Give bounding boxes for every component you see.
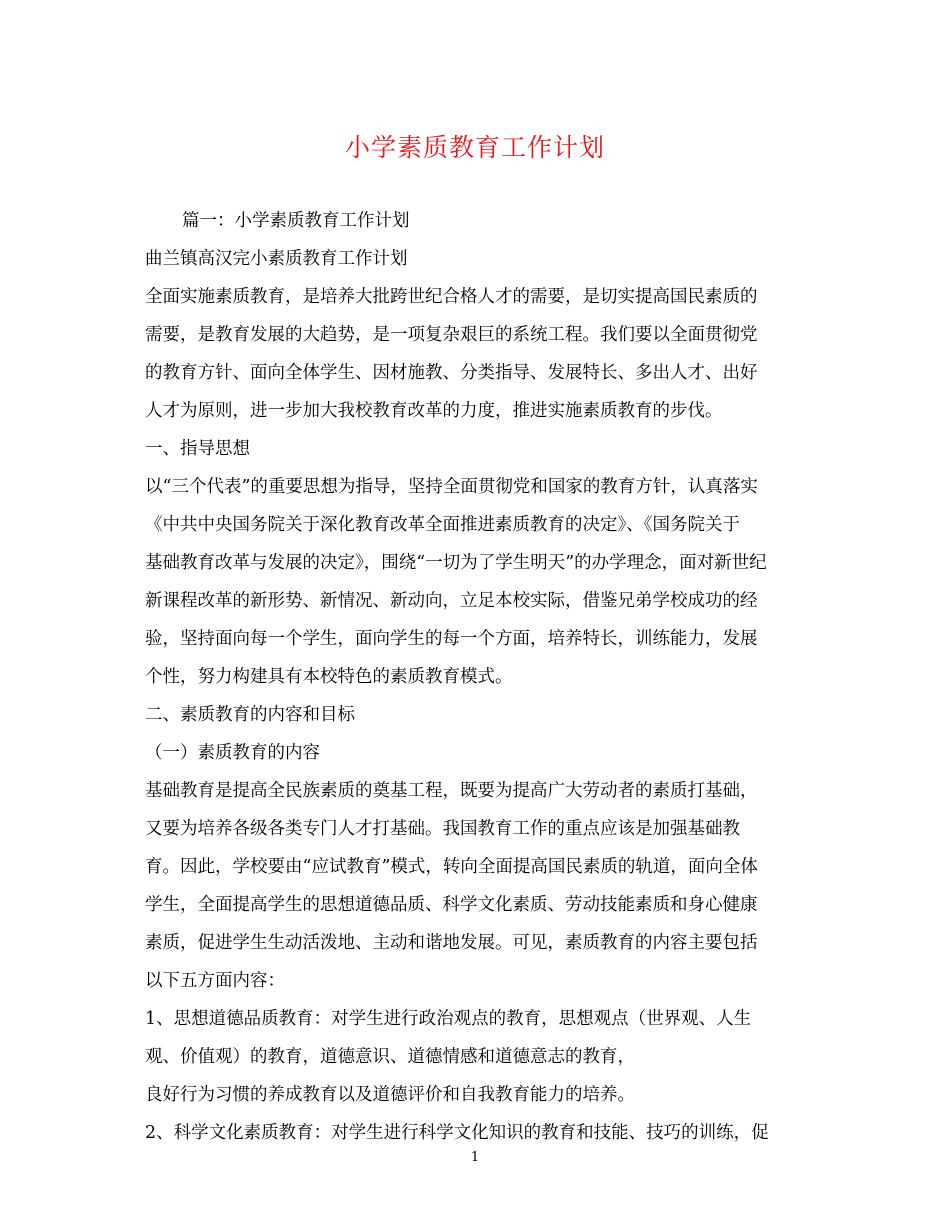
heading-content-and-goals: 二、素质教育的内容和目标 bbox=[145, 705, 355, 725]
document-title: 小学素质教育工作计划 bbox=[344, 133, 605, 162]
paragraph-line: 基础教育改革与发展的决定》，围绕“一切为了学生明天”的办学理念，面对新世纪 bbox=[145, 553, 767, 573]
list-item-moral-education: 1、思想道德品质教育：对学生进行政治观点的教育，思想观点（世界观、人生 bbox=[145, 1009, 752, 1029]
paragraph-line: 个性，努力构建具有本校特色的素质教育模式。 bbox=[145, 667, 513, 687]
heading-guiding-ideology: 一、指导思想 bbox=[145, 439, 250, 459]
paragraph-line: 验，坚持面向每一个学生，面向学生的每一个方面，培养特长，训练能力，发展 bbox=[145, 629, 758, 649]
document-body bbox=[145, 202, 815, 1152]
paragraph-line: 良好行为习惯的养成教育以及道德评价和自我教育能力的培养。 bbox=[145, 1085, 635, 1105]
paragraph-line: 《中共中央国务院关于深化教育改革全面推进素质教育的决定》、《国务院关于 bbox=[145, 515, 740, 535]
paragraph-line: 素质，促进学生生动活泼地、主动和谐地发展。可见，素质教育的内容主要包括 bbox=[145, 933, 758, 953]
paragraph-line: 需要，是教育发展的大趋势，是一项复杂艰巨的系统工程。我们要以全面贯彻党 bbox=[145, 325, 758, 345]
paragraph-line-subtitle: 曲兰镇高汉完小素质教育工作计划 bbox=[145, 249, 408, 269]
paragraph-line: 育。因此，学校要由“应试教育”模式，转向全面提高国民素质的轨道，面向全体 bbox=[145, 857, 758, 877]
paragraph-line: 以下五方面内容： bbox=[145, 971, 285, 991]
paragraph-line: 观、价值观）的教育，道德意识、道德情感和道德意志的教育， bbox=[145, 1047, 635, 1067]
paragraph-line-section-heading: 篇一：小学素质教育工作计划 bbox=[182, 211, 410, 231]
heading-content: （一）素质教育的内容 bbox=[145, 743, 320, 763]
paragraph-line: 以“三个代表”的重要思想为指导，坚持全面贯彻党和国家的教育方针，认真落实 bbox=[145, 477, 758, 497]
list-item-science-culture-education: 2、科学文化素质教育：对学生进行科学文化知识的教育和技能、技巧的训练，促 bbox=[145, 1123, 769, 1143]
paragraph-line: 全面实施素质教育，是培养大批跨世纪合格人才的需要，是切实提高国民素质的 bbox=[145, 287, 758, 307]
paragraph-line: 又要为培养各级各类专门人才打基础。我国教育工作的重点应该是加强基础教 bbox=[145, 819, 740, 839]
paragraph-line: 学生，全面提高学生的思想道德品质、科学文化素质、劳动技能素质和身心健康 bbox=[145, 895, 758, 915]
paragraph-line: 新课程改革的新形势、新情况、新动向，立足本校实际，借鉴兄弟学校成功的经 bbox=[145, 591, 758, 611]
page-number: 1 bbox=[470, 1150, 480, 1165]
paragraph-line: 的教育方针、面向全体学生、因材施教、分类指导、发展特长、多出人才、出好 bbox=[145, 363, 758, 383]
paragraph-line: 基础教育是提高全民族素质的奠基工程，既要为提高广大劳动者的素质打基础， bbox=[145, 781, 758, 801]
paragraph-line: 人才为原则，进一步加大我校教育改革的力度，推进实施素质教育的步伐。 bbox=[145, 401, 723, 421]
